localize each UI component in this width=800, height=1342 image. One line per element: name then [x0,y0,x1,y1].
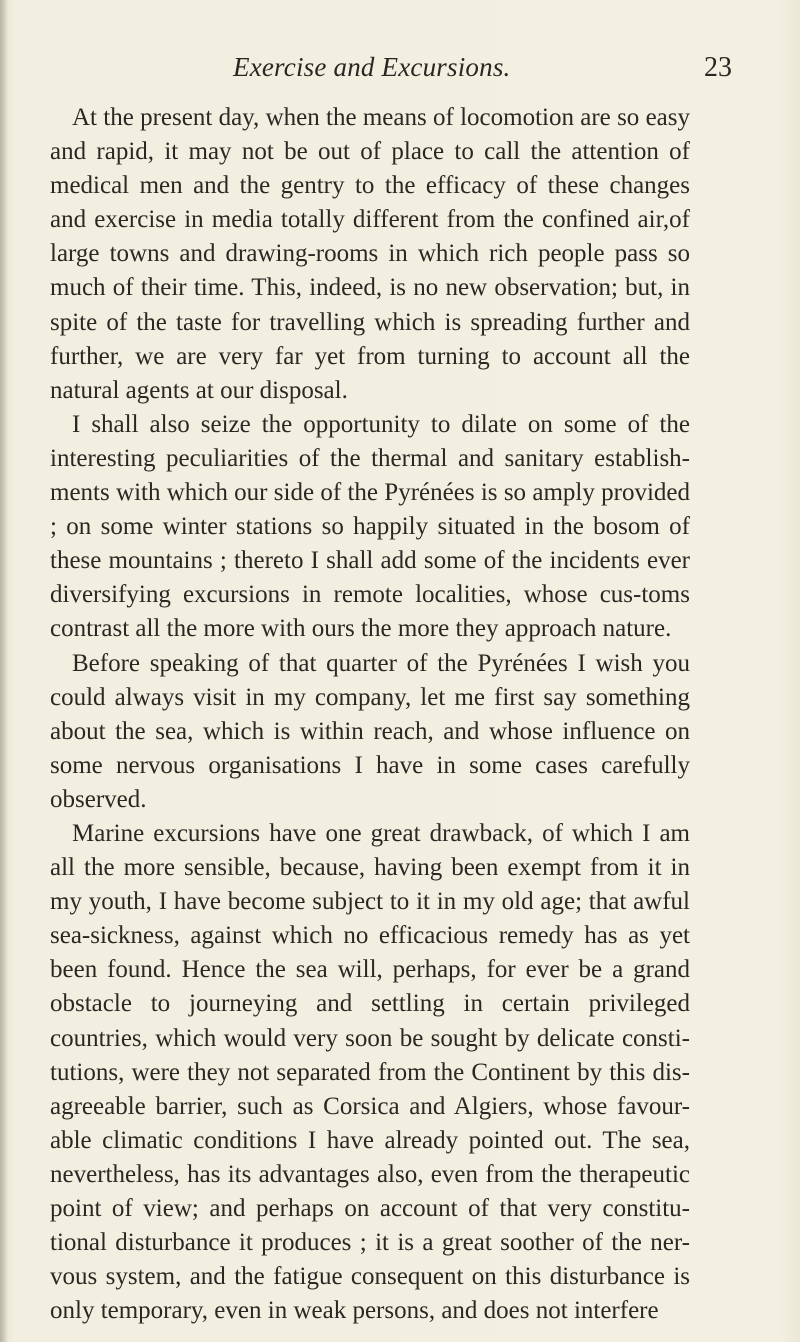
paragraph-thermal-establishments: I shall also seize the opportunity to dilate on some of the interesting peculiarities of the thermal and sanitary establish-ments with which our side of the Pyrénées is so amply provided ; on some winter stations so happily situated in the bosom of these mountains ; thereto I shall add some of the incidents ever diversifying excursions in remote localities, whose cus-toms contrast all the more with ours the more they approach nature. [50,410,690,643]
paragraph-the-sea: Before speaking of that quarter of the Pyrénées I wish you could always visit in my company, let me first say something about the sea, which is within reach, and whose influence on some nervous organisations I have in some cases carefully observed. [50,649,690,813]
page-number: 23 [704,52,732,83]
body-text [50,101,690,1328]
running-head [0,52,800,92]
paragraph-locomotion: At the present day, when the means of locomotion are so easy and rapid, it may not be out of place to call the attention of medical men and the gentry to the efficacy of these changes and exercise in media totally different from the confined air,of large towns and drawing-rooms in which rich people pass so much of their time. This, indeed, is no new observation; but, in spite of the taste for travelling which is spreading further and further, we are very far yet from turning to account all the natural agents at our disposal. [50,104,690,404]
running-title: Exercise and Excursions. [233,52,511,82]
paragraph-marine-excursions: Marine excursions have one great drawback, of which I am all the more sensible, because, having been exempt from it in my youth, I have become subject to it in my old age; that awful sea-sickness, against which no efficacious remedy has as yet been found. Hence the sea will, perhaps, for ever be a grand obstacle to journeying and settling in certain privileged countries, which would very soon be sought by delicate consti-tutions, were they not separated from the Continent by this dis-agreeable barrier, such as Corsica and Algiers, whose favour-able climatic conditions I have already pointed out. The sea, nevertheless, has its advantages also, even from the therapeutic point of view; and perhaps on account of that very constitu-tional disturbance it produces ; it is a great soother of the ner-vous system, and the fatigue consequent on this disturbance is only temporary, even in weak persons, and does not interfere [50,819,690,1325]
binding-shadow [0,0,8,1342]
